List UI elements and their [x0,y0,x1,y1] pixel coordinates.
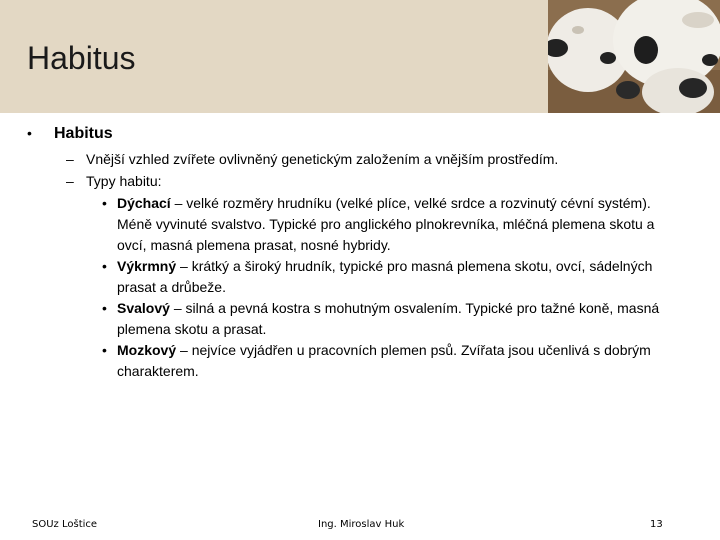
dash-mark: – [66,173,74,189]
slide-title: Habitus [27,40,136,76]
type-vykrmny [102,256,662,298]
cattle-photo [548,0,720,113]
bullet-mark: • [102,195,107,211]
type-description: – nejvíce vyjádřen u pracovních plemen psů. Zvířata jsou učenlivá s dobrým charakterem. [117,342,651,379]
bullet-mark: • [102,342,107,358]
subitem-definition-text: Vnější vzhled zvířete ovlivněný genetickým založením a vnějším prostředím. [86,151,559,167]
subitem-types-text: Typy habitu: [86,173,162,189]
footer-school: SOUz Loštice [32,519,98,530]
slide-header [0,0,720,113]
type-term: Mozkový [117,342,177,358]
type-mozkovy [102,340,662,382]
type-description: – silná a pevná kostra s mohutným osvalením. Typické pro tažné koně, masná plemena skotu a prasat. [117,300,660,337]
cattle-photo-image [548,0,720,113]
bullet-mark: • [102,258,107,274]
type-description: – krátký a široký hrudník, typické pro masná plemena skotu, ovcí, sádelných prasat a drůbeže. [117,258,653,295]
dash-mark: – [66,151,74,167]
type-svalovy [102,298,662,340]
bullet-mark: • [102,300,107,316]
type-term: Svalový [117,300,170,316]
footer-page-number: 13 [650,519,663,530]
footer-author: Ing. Miroslav Huk [318,519,405,530]
type-description: – velké rozměry hrudníku (velké plíce, velké srdce a rozvinutý cévní systém). Méně vyvinuté svalstvo. Typické pro anglického plnokrevníka, mléčná plemena skotu a ovcí, masná plemena prasat, nosné hybridy. [117,195,655,253]
bullet-habitus-text: Habitus [54,125,113,142]
bullet-mark: • [27,125,32,141]
type-term: Dýchací [117,195,171,211]
type-dychaci [102,193,662,256]
type-term: Výkrmný [117,258,177,274]
